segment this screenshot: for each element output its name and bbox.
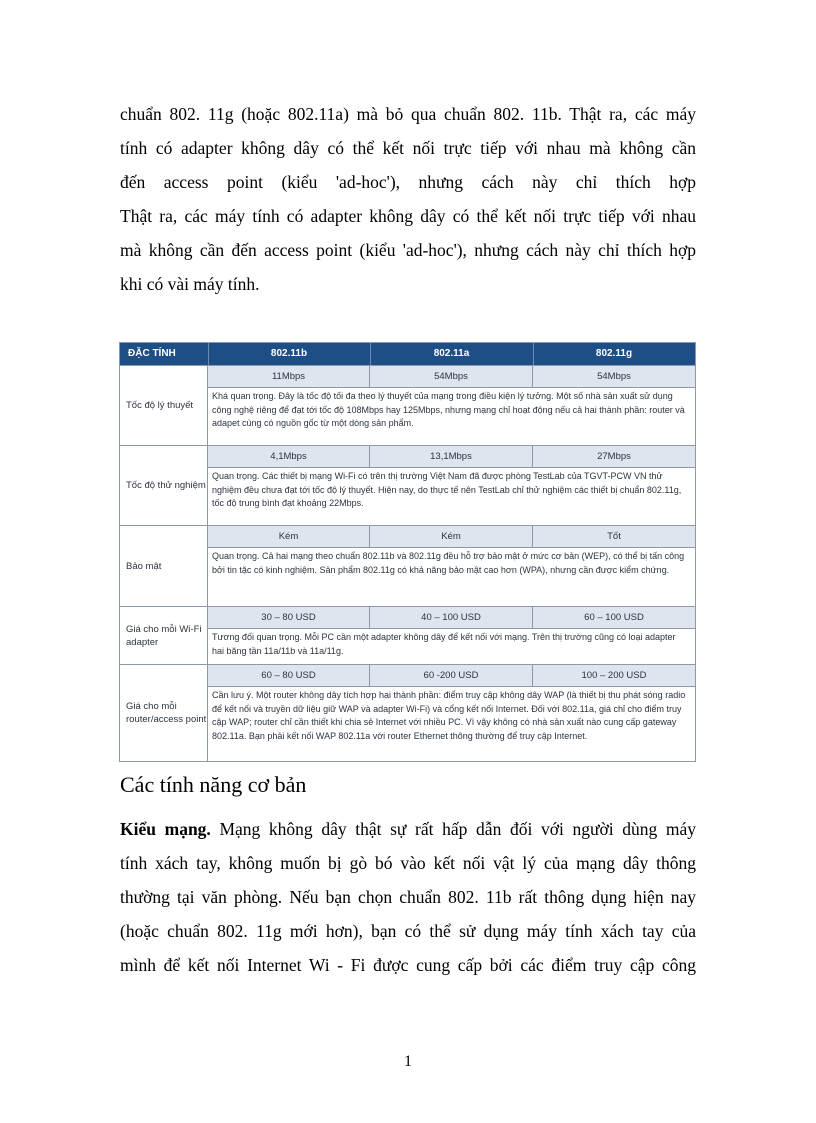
header-80211a: 802.11a (433, 348, 470, 359)
lead-line-rest: Mạng không dây thật sự rất hấp dẫn đối với người dùng máy (210, 819, 696, 839)
feature-label: Bảo mật (120, 526, 208, 606)
value-80211a: 60 -200 USD (370, 665, 533, 687)
value-80211g: 27Mbps (597, 451, 631, 462)
header-80211g: 802.11g (595, 348, 633, 359)
paragraph-line: thường tại văn phòng. Nếu bạn chọn chuẩn 802. 11b rất thông dụng hiện nay (120, 887, 696, 907)
intro-paragraph (120, 97, 696, 301)
value-cells (208, 366, 695, 388)
feature-description: Quan trọng. Các thiết bị mạng Wi-Fi có trên thị trường Việt Nam đã được phòng TestLab của TGVT-PCW VN thử nghiệm đều chưa đạt tới tốc độ lý thuyết. Hiện nay, do thực tế nên TestLab chỉ thử nghiệm các thiết bị chuẩn 802.11g, tốc độ trung bình đạt khoảng 22Mbps. (212, 471, 682, 508)
value-80211b: 30 – 80 USD (208, 607, 370, 629)
value-80211a: 54Mbps (370, 366, 533, 388)
table-row (120, 525, 695, 606)
value-80211a: 13,1Mbps (370, 446, 533, 468)
header-80211b: 802.11b (270, 348, 308, 359)
value-80211g: Tốt (607, 531, 621, 542)
table-row (120, 365, 695, 445)
section-heading: Các tính năng cơ bản (120, 772, 307, 797)
table-row (120, 606, 695, 664)
value-cells (208, 607, 695, 629)
paragraph-line: (hoặc chuẩn 802. 11g mới hơn), bạn có thể sử dụng máy tính xách tay của (120, 921, 696, 941)
paragraph-line: tính có adapter không dây có thể kết nối trực tiếp với nhau mà không cần (120, 138, 696, 158)
feature-description: Cần lưu ý. Một router không dây tích hợp hai thành phần: điểm truy cập không dây WAP (là thiết bị thu phát sóng radio để kết nối và truyền dữ liệu giữ WAP và adapter Wi-Fi) và cổng kết nối Internet. Đối với 802.11a, giá chỉ cho điểm truy cập WAP; router chỉ cần thiết khi chia sẻ Internet với nhiều PC. Vì vậy không có nhà sản xuất nào cung cấp gateway 802.11a. Bạn phải kết nối WAP 802.11a với router Ethernet thông thường để truy cập Internet. (212, 690, 686, 741)
header-feature: ĐẶC TÍNH (128, 348, 176, 359)
value-80211g: 60 – 100 USD (584, 612, 644, 623)
feature-description: Tương đối quan trọng. Mỗi PC cần một adapter không dây để kết nối với mạng. Trên thị trường cũng có loại adapter hai băng tần 11a/11b và 11a/11g. (212, 632, 676, 656)
feature-label: Giá cho mỗi router/access point (120, 665, 208, 761)
value-cells (208, 665, 695, 687)
feature-description: Khá quan trọng. Đây là tốc độ tối đa theo lý thuyết của mạng trong điều kiện lý tưởng. Một số nhà sản xuất sử dụng công nghệ riêng để đạt tới tốc độ 108Mbps hay 125Mbps, nhưng mạng chỉ hoạt động nếu cả hai thành phần: router và adapet cùng có nguồn gốc từ một dòng sản phẩm. (212, 391, 685, 428)
feature-label: Giá cho mỗi Wi-Fi adapter (120, 607, 208, 664)
paragraph-line: tính xách tay, không muốn bị gò bó vào kết nối vật lý của mạng dây thông (120, 853, 696, 873)
value-cells (208, 526, 695, 548)
table-row (120, 664, 695, 761)
value-80211b: 60 – 80 USD (208, 665, 370, 687)
section-paragraph (120, 812, 696, 982)
value-cells (208, 446, 695, 468)
table-header (120, 343, 695, 365)
page-number: 1 (404, 1053, 412, 1070)
value-80211b: 4,1Mbps (208, 446, 370, 468)
value-80211g: 54Mbps (597, 371, 631, 382)
feature-label: Tốc độ lý thuyết (120, 366, 208, 445)
paragraph-line: mà không cần đến access point (kiểu 'ad-hoc'), nhưng cách này chỉ thích hợp (120, 240, 696, 260)
wifi-comparison-table (119, 342, 696, 762)
paragraph-line: khi có vài máy tính. (120, 274, 260, 294)
paragraph-line: đến access point (kiểu 'ad-hoc'), nhưng cách này chỉ thích hợp (120, 172, 696, 192)
feature-description: Quan trọng. Cả hai mạng theo chuẩn 802.11b và 802.11g đều hỗ trợ bảo mật ở mức cơ bản (WEP), có thể bị tấn công bởi tin tặc có kinh nghiệm. Sản phẩm 802.11g có khả năng bảo mật cao hơn (WPA), nhưng cần được kiểm chứng. (212, 551, 685, 575)
value-80211a: 40 – 100 USD (370, 607, 533, 629)
value-80211g: 100 – 200 USD (581, 670, 647, 681)
lead-term: Kiểu mạng. (120, 819, 211, 839)
feature-label: Tốc độ thử nghiệm (120, 446, 208, 525)
paragraph-line: chuẩn 802. 11g (hoặc 802.11a) mà bỏ qua chuẩn 802. 11b. Thật ra, các máy (120, 104, 696, 124)
paragraph-line (120, 812, 696, 846)
paragraph-line: mình để kết nối Internet Wi - Fi được cung cấp bởi các điểm truy cập công (120, 955, 696, 975)
value-80211a: Kém (370, 526, 533, 548)
value-80211b: Kém (208, 526, 370, 548)
value-80211b: 11Mbps (208, 366, 370, 388)
paragraph-line: Thật ra, các máy tính có adapter không dây có thể kết nối trực tiếp với nhau (120, 206, 696, 226)
table-row (120, 445, 695, 525)
